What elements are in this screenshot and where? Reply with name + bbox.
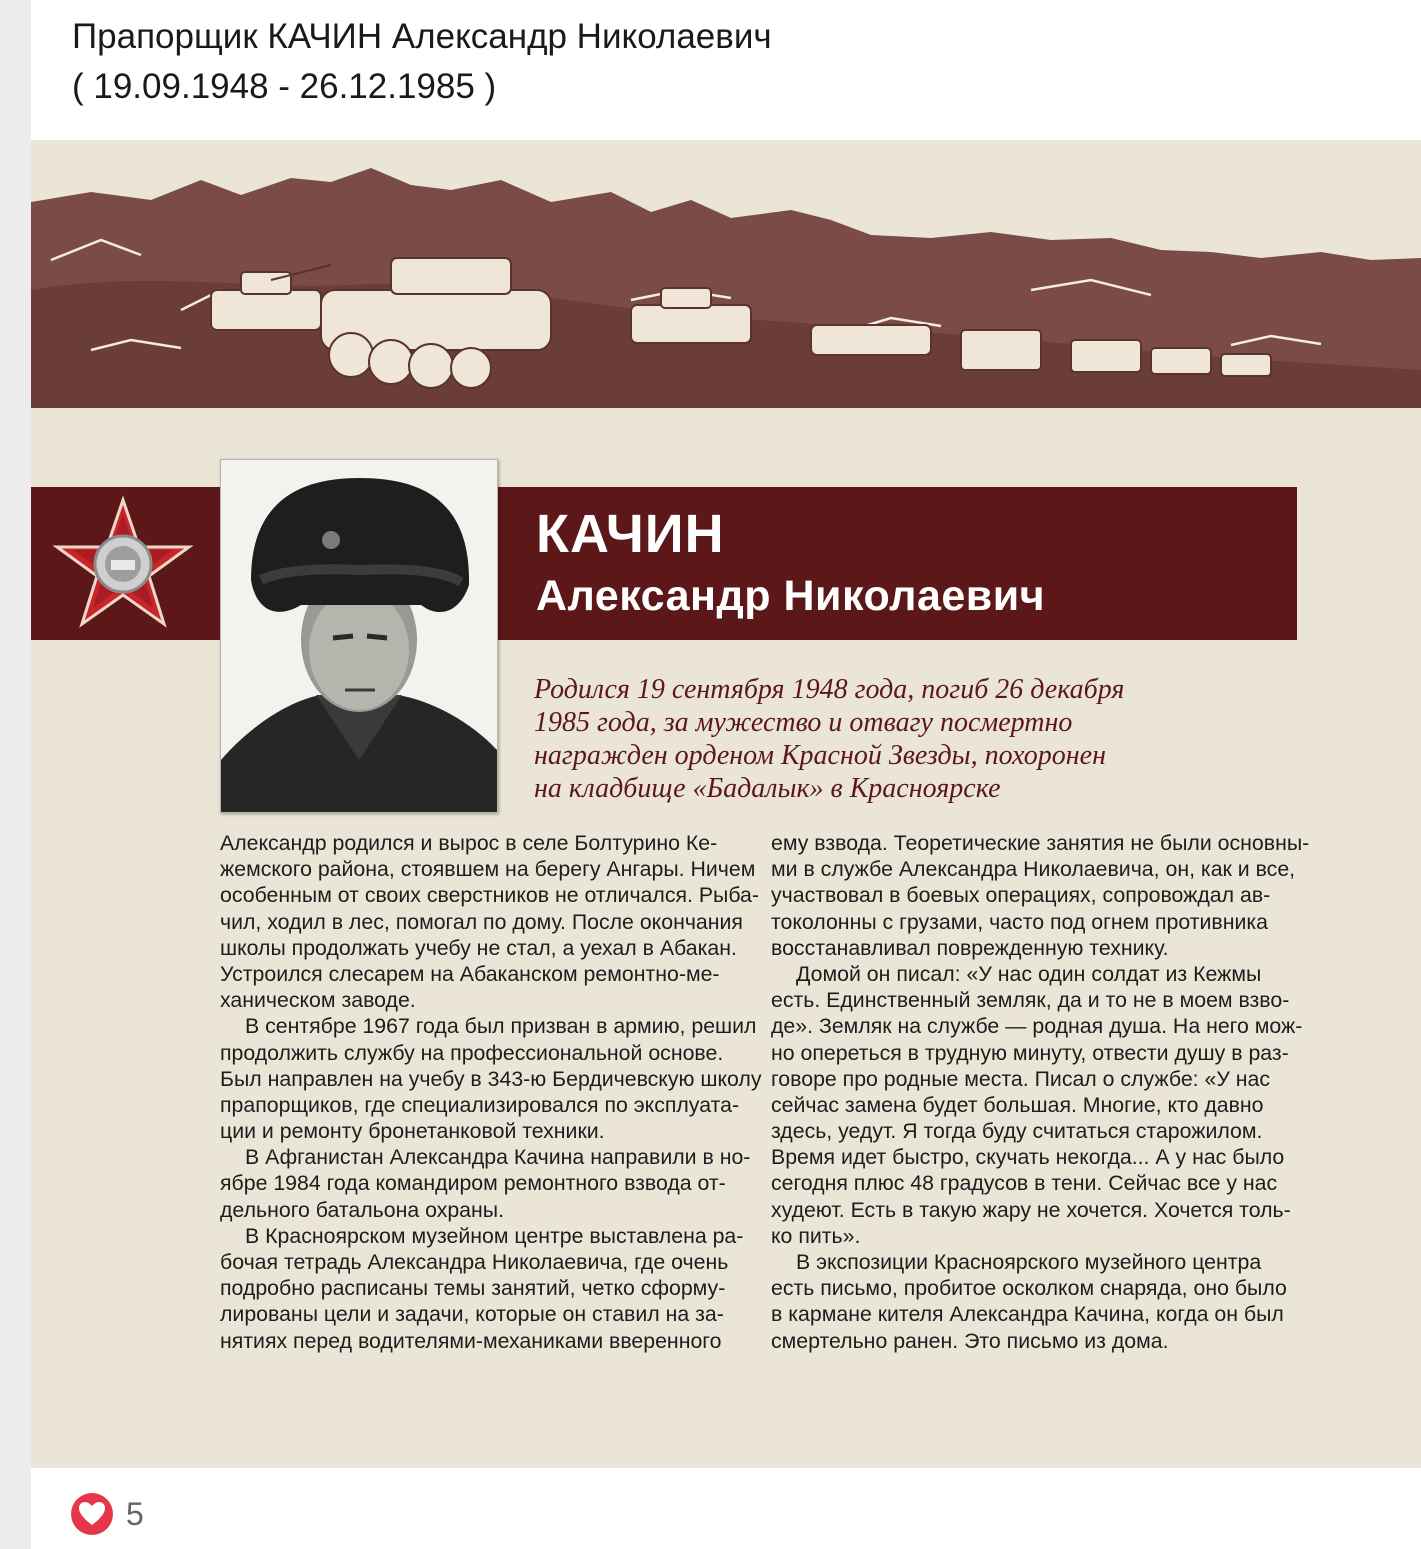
- text-line: нятиях перед водителями-механиками вверенного: [220, 1328, 722, 1353]
- body-column-left: [220, 830, 762, 1354]
- like-count[interactable]: 5: [126, 1496, 144, 1532]
- text-line: подробно расписаны темы занятий, четко сформу-: [220, 1276, 726, 1301]
- text-line: в кармане кителя Александра Качина, когда он был: [771, 1302, 1284, 1327]
- text-line: ции и ремонту бронетанковой техники.: [220, 1119, 605, 1144]
- text-line: есть. Единственный земляк, да и то не в моем взво-: [771, 988, 1290, 1013]
- lead-line: на кладбище «Бадалык» в Красноярске: [534, 773, 1001, 804]
- text-line: Александр родился и вырос в селе Болтурино Ке-: [220, 831, 718, 855]
- surname-heading: КАЧИН: [536, 504, 725, 564]
- text-line: но опереться в трудную минуту, отвести душу в раз-: [771, 1040, 1289, 1065]
- portrait-illustration: [221, 460, 497, 812]
- lead-paragraph: [534, 673, 1234, 805]
- text-line: прапорщиков, где специализировался по эксплуата-: [220, 1092, 740, 1117]
- text-line: есть письмо, пробитое осколком снаряда, оно было: [771, 1276, 1287, 1301]
- text-line: де». Земляк на службе — родная душа. На него мож-: [771, 1014, 1303, 1039]
- mountain-convoy-banner: [31, 140, 1421, 408]
- red-star-order-icon: [49, 492, 197, 640]
- text-line: В сентябре 1967 года был призван в армию, решил: [245, 1014, 757, 1039]
- text-line: токолонны с грузами, часто под огнем противника: [771, 909, 1269, 934]
- text-line: чил, ходил в лес, помогал по дому. После окончания: [220, 909, 743, 934]
- text-line: бочая тетрадь Александра Николаевича, где очень: [220, 1250, 729, 1274]
- text-line: особенным от своих сверстников не отличался. Рыба-: [220, 883, 759, 908]
- text-line: жемского района, стоявшем на берегу Ангары. Ничем: [220, 857, 756, 882]
- text-line: восстанавливал поврежденную технику.: [771, 935, 1169, 960]
- text-line: В Афганистан Александра Качина направили в но-: [245, 1145, 751, 1170]
- text-line: Домой он писал: «У нас один солдат из Кежмы: [796, 961, 1262, 986]
- text-line: сегодня плюс 48 градусов в тени. Сейчас все у нас: [771, 1171, 1278, 1196]
- lead-line: Родился 19 сентября 1948 года, погиб 26 декабря: [534, 674, 1125, 705]
- text-line: ему взвода. Теоретические занятия не были основны-: [771, 831, 1310, 855]
- heart-icon[interactable]: [71, 1493, 113, 1535]
- article-image[interactable]: [31, 140, 1421, 1468]
- body-column-right: [771, 830, 1310, 1354]
- page-edge: [0, 0, 31, 1549]
- text-line: Время идет быстро, скучать некогда... А у нас было: [771, 1145, 1285, 1170]
- text-line: лированы цели и задачи, которые он ставил на за-: [220, 1302, 724, 1327]
- text-line: ми в службе Александра Николаевича, он, как и все,: [771, 857, 1296, 882]
- portrait-photo: [220, 459, 498, 813]
- text-line: продолжить службу на профессиональной основе.: [220, 1040, 724, 1065]
- post-header: [72, 12, 1392, 112]
- text-line: Был направлен на учебу в 343-ю Бердичевскую школу: [220, 1066, 762, 1091]
- text-line: здесь, уедут. Я тогда буду считаться старожилом.: [771, 1119, 1263, 1144]
- text-line: смертельно ранен. Это письмо из дома.: [771, 1328, 1169, 1353]
- mountain-convoy-illustration: [31, 140, 1421, 408]
- text-line: В Красноярском музейном центре выставлена ра-: [245, 1223, 744, 1248]
- text-line: сейчас замена будет большая. Многие, кто давно: [771, 1092, 1264, 1117]
- post-footer: [31, 1468, 1421, 1549]
- post-dates: ( 19.09.1948 - 26.12.1985 ): [72, 67, 497, 106]
- text-line: школы продолжать учебу не стал, а уехал в Абакан.: [220, 935, 737, 960]
- text-line: Устроился слесарем на Абаканском ремонтно-ме-: [220, 961, 720, 986]
- text-line: ханическом заводе.: [220, 988, 416, 1013]
- text-line: говоре про родные места. Писал о службе: «У нас: [771, 1066, 1271, 1091]
- text-line: ябре 1984 года командиром ремонтного взвода от-: [220, 1171, 726, 1196]
- given-names-heading: Александр Николаевич: [536, 572, 1046, 620]
- lead-line: награжден орденом Красной Звезды, похоронен: [534, 740, 1106, 771]
- text-line: В экспозиции Красноярского музейного центра: [796, 1250, 1262, 1274]
- text-line: дельного батальона охраны.: [220, 1197, 505, 1222]
- lead-line: 1985 года, за мужество и отвагу посмертно: [534, 707, 1073, 738]
- post-title: Прапорщик КАЧИН Александр Николаевич: [72, 17, 772, 56]
- text-line: участвовал в боевых операциях, сопровождал ав-: [771, 883, 1271, 908]
- text-line: худеют. Есть в такую жару не хочется. Хочется толь-: [771, 1197, 1291, 1222]
- text-line: ко пить».: [771, 1223, 861, 1248]
